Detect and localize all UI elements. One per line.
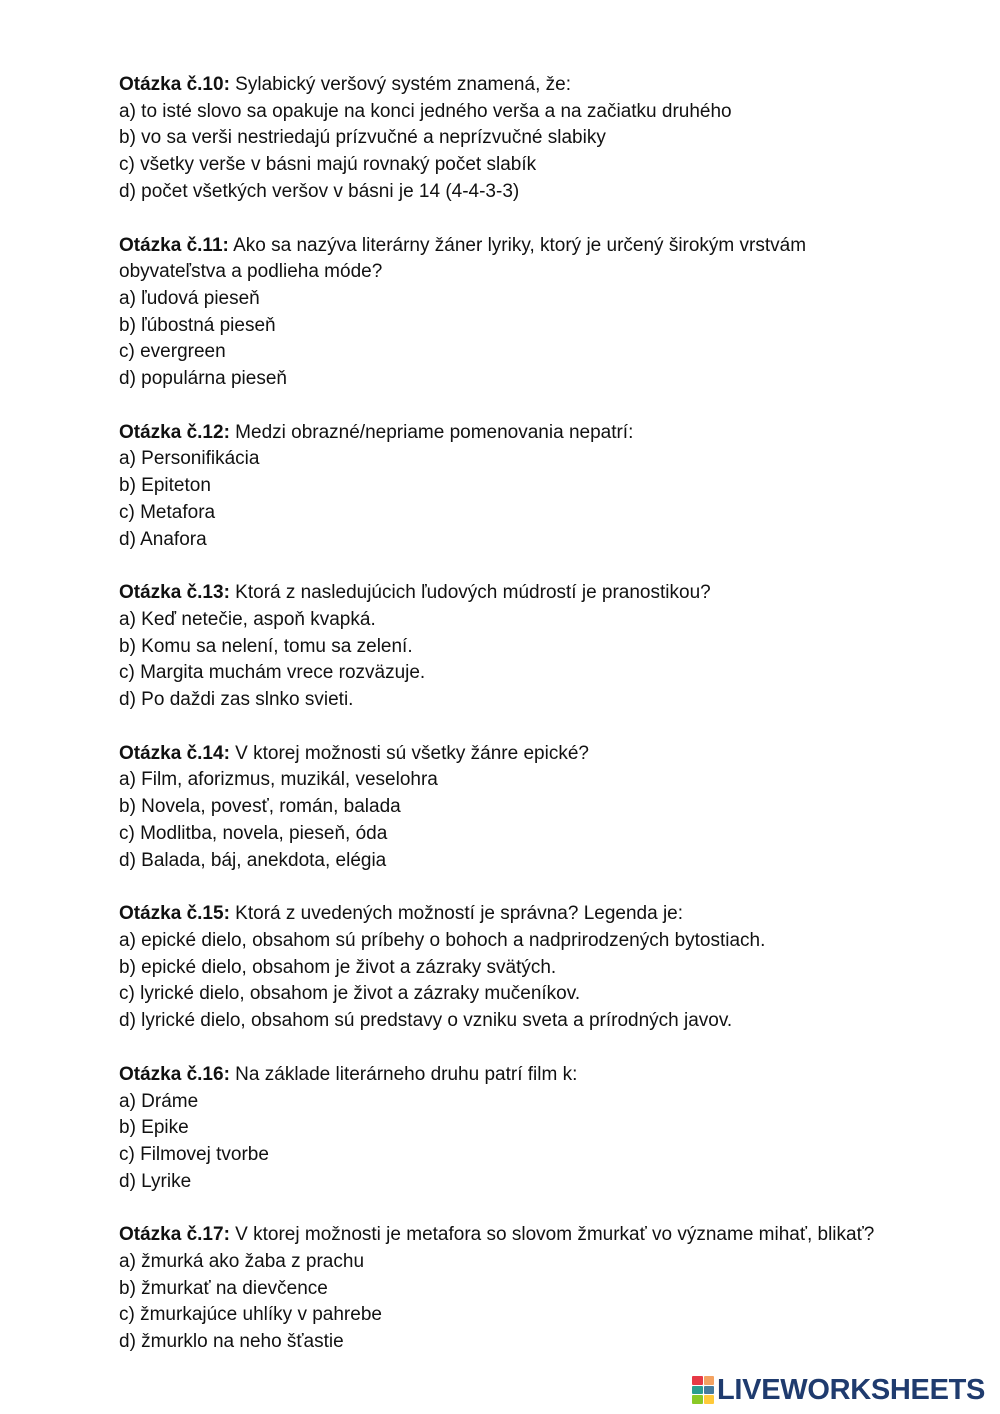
question-text [119,420,899,447]
liveworksheets-wordmark: LIVEWORKSHEETS [717,1374,986,1406]
answer-option-c: c) Modlitba, novela, pieseň, óda [119,822,388,844]
question-prompt: Sylabický veršový systém znamená, že: [229,74,571,95]
question-label: Otázka č.11: [119,234,229,256]
answer-option-b: b) vo sa verši nestriedajú prízvučné a neprízvučné slabiky [119,127,606,149]
question-14 [119,741,899,875]
question-text [119,1062,899,1089]
question-text [119,233,899,286]
question-label: Otázka č.17: [119,1224,230,1246]
question-12 [119,420,899,554]
liveworksheets-brand [692,1374,985,1406]
question-11 [119,233,899,393]
question-prompt: Ktorá z nasledujúcich ľudových múdrostí je pranostikou? [229,582,711,604]
answer-option-c: c) všetky verše v básni majú rovnaký počet slabík [119,154,537,176]
answer-option-b: b) epické dielo, obsahom je život a zázraky svätých. [119,956,557,978]
answer-option-b: b) Epike [119,1117,189,1139]
answer-option-a: a) žmurká ako žaba z prachu [119,1251,365,1273]
answer-option-a: a) Dráme [119,1090,199,1112]
answer-option-a: a) Film, aforizmus, muzikál, veselohra [119,769,438,791]
answer-option-b: b) ľúbostná pieseň [119,314,276,336]
question-text [119,72,899,99]
answer-option-d: d) Po daždi zas slnko svieti. [119,689,354,711]
logo-block [704,1376,715,1385]
logo-block [692,1386,703,1395]
answer-option-c: c) lyrické dielo, obsahom je život a zázraky mučeníkov. [119,983,581,1005]
answer-option-d: d) Lyrike [119,1170,192,1192]
answer-option-d: d) počet všetkých veršov v básni je 14 (4-4-3-3) [119,180,520,202]
answer-option-c: c) Filmovej tvorbe [119,1143,269,1165]
question-16 [119,1062,899,1196]
answer-option-b: b) Epiteton [119,475,211,497]
logo-block [692,1376,703,1385]
answer-option-d: d) Balada, báj, anekdota, elégia [119,849,387,871]
question-label: Otázka č.14: [119,742,230,764]
question-label: Otázka č.16: [119,1063,230,1085]
question-prompt: V ktorej možnosti sú všetky žánre epické? [229,742,589,764]
question-label: Otázka č.13: [119,582,230,604]
answer-option-d: d) populárna pieseň [119,368,287,390]
answer-option-b: b) Novela, povesť, román, balada [119,796,401,818]
logo-block [704,1395,715,1404]
answer-option-c: c) Margita muchám vrece rozväzuje. [119,662,426,684]
question-text [119,1222,899,1249]
question-13 [119,580,899,714]
answer-option-c: c) Metafora [119,501,216,523]
answer-option-a: a) Personifikácia [119,448,260,470]
question-17 [119,1222,899,1356]
worksheet-page [119,72,899,1383]
answer-option-c: c) evergreen [119,341,226,363]
question-text [119,580,899,607]
question-prompt: V ktorej možnosti je metafora so slovom žmurkať vo význame mihať, blikať? [229,1224,875,1246]
answer-option-d: d) lyrické dielo, obsahom sú predstavy o vzniku sveta a prírodných javov. [119,1010,733,1032]
answer-option-a: a) Keď netečie, aspoň kvapká. [119,608,376,630]
logo-block [704,1386,715,1395]
question-prompt: Ako sa nazýva literárny žáner lyriky, ktorý je určený širokým vrstvám obyvateľstva a podlieha móde? [119,234,807,283]
answer-option-d: d) žmurklo na neho šťastie [119,1331,344,1353]
answer-option-d: d) Anafora [119,528,207,550]
question-text [119,901,899,928]
liveworksheets-logo-icon [692,1376,714,1404]
question-label: Otázka č.10: [119,74,230,95]
answer-option-c: c) žmurkajúce uhlíky v pahrebe [119,1304,382,1326]
answer-option-b: b) Komu sa nelení, tomu sa zelení. [119,635,413,657]
question-text [119,741,899,768]
answer-option-a: a) to isté slovo sa opakuje na konci jedného verša a na začiatku druhého [119,100,732,122]
answer-option-a: a) epické dielo, obsahom sú príbehy o bohoch a nadprirodzených bytostiach. [119,929,766,951]
question-prompt: Medzi obrazné/nepriame pomenovania nepatrí: [229,421,634,443]
answer-option-a: a) ľudová pieseň [119,287,260,309]
question-prompt: Ktorá z uvedených možností je správna? Legenda je: [229,903,684,925]
answer-option-b: b) žmurkať na dievčence [119,1277,328,1299]
question-10 [119,72,899,206]
question-label: Otázka č.15: [119,903,230,925]
question-15 [119,901,899,1035]
logo-block [692,1395,703,1404]
question-label: Otázka č.12: [119,421,230,443]
question-prompt: Na základe literárneho druhu patrí film k: [229,1063,578,1085]
